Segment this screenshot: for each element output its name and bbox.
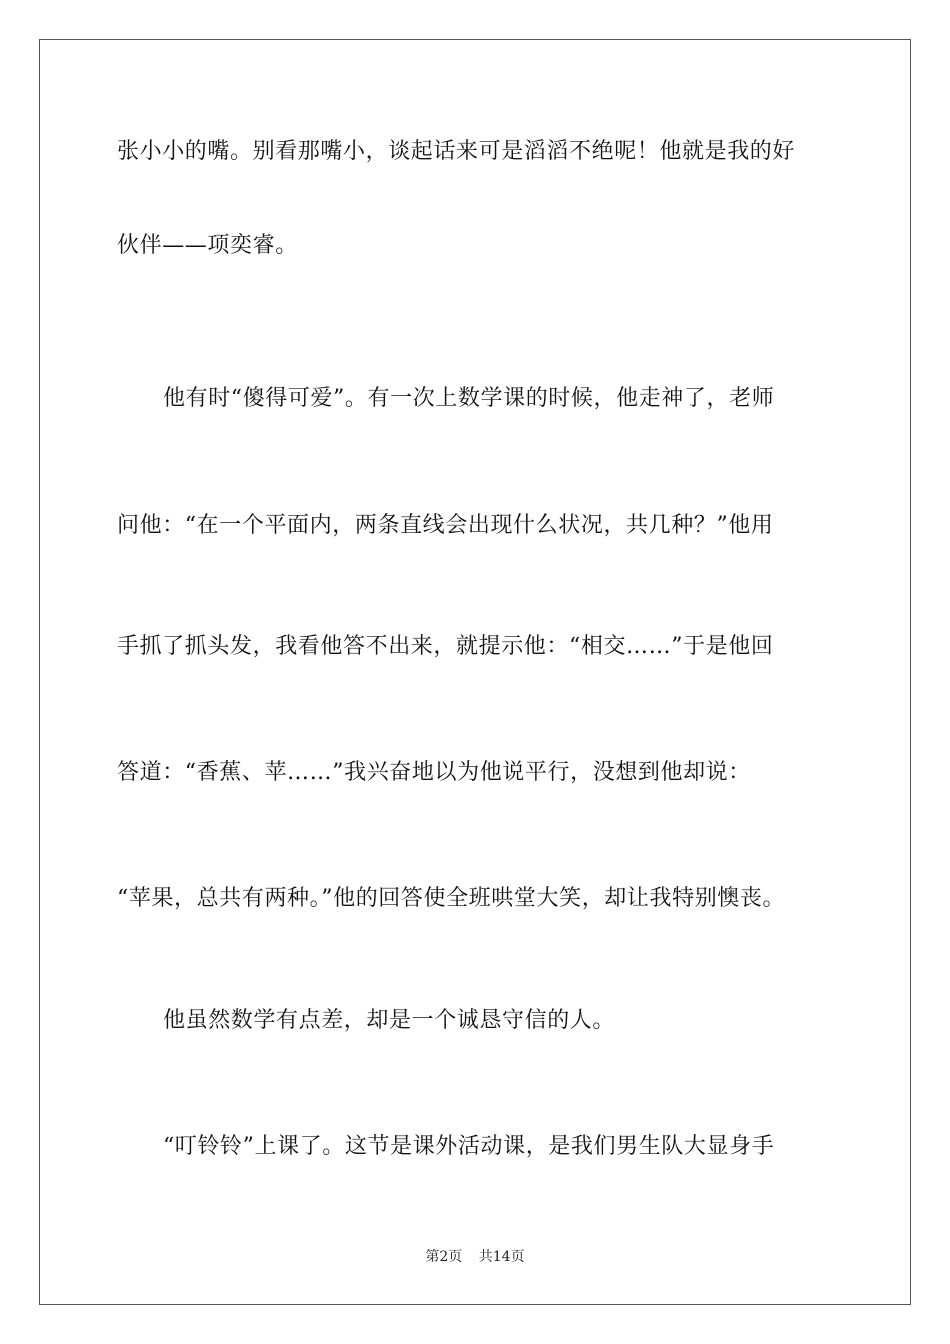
text-line: 他有时“傻得可爱”。有一次上数学课的时候，他走神了，老师: [163, 386, 775, 411]
text-line: “叮铃铃”上课了。这节是课外活动课，是我们男生队大显身手: [163, 1134, 775, 1159]
page-number: 第2页: [425, 1249, 463, 1265]
text-line: 手抓了抓头发，我看他答不出来，就提示他：“相交……”于是他回: [117, 634, 774, 659]
text-line: 他虽然数学有点差，却是一个诚恳守信的人。: [163, 1008, 616, 1033]
text-line: “苹果，总共有两种。”他的回答使全班哄堂大笑，却让我特别懊丧。: [117, 886, 786, 911]
text-line: 答道：“香蕉、苹……”我兴奋地以为他说平行，没想到他却说：: [117, 760, 751, 785]
page-total: 共14页: [478, 1249, 525, 1265]
text-line: 伙伴——项奕睿。: [117, 233, 298, 258]
page-border: [39, 39, 911, 1305]
text-line: 张小小的嘴。别看那嘴小，谈起话来可是滔滔不绝呢！他就是我的好: [117, 139, 796, 164]
page-footer: [0, 1247, 950, 1267]
text-line: 问他：“在一个平面内，两条直线会出现什么状况，共几种？”他用: [117, 513, 774, 538]
